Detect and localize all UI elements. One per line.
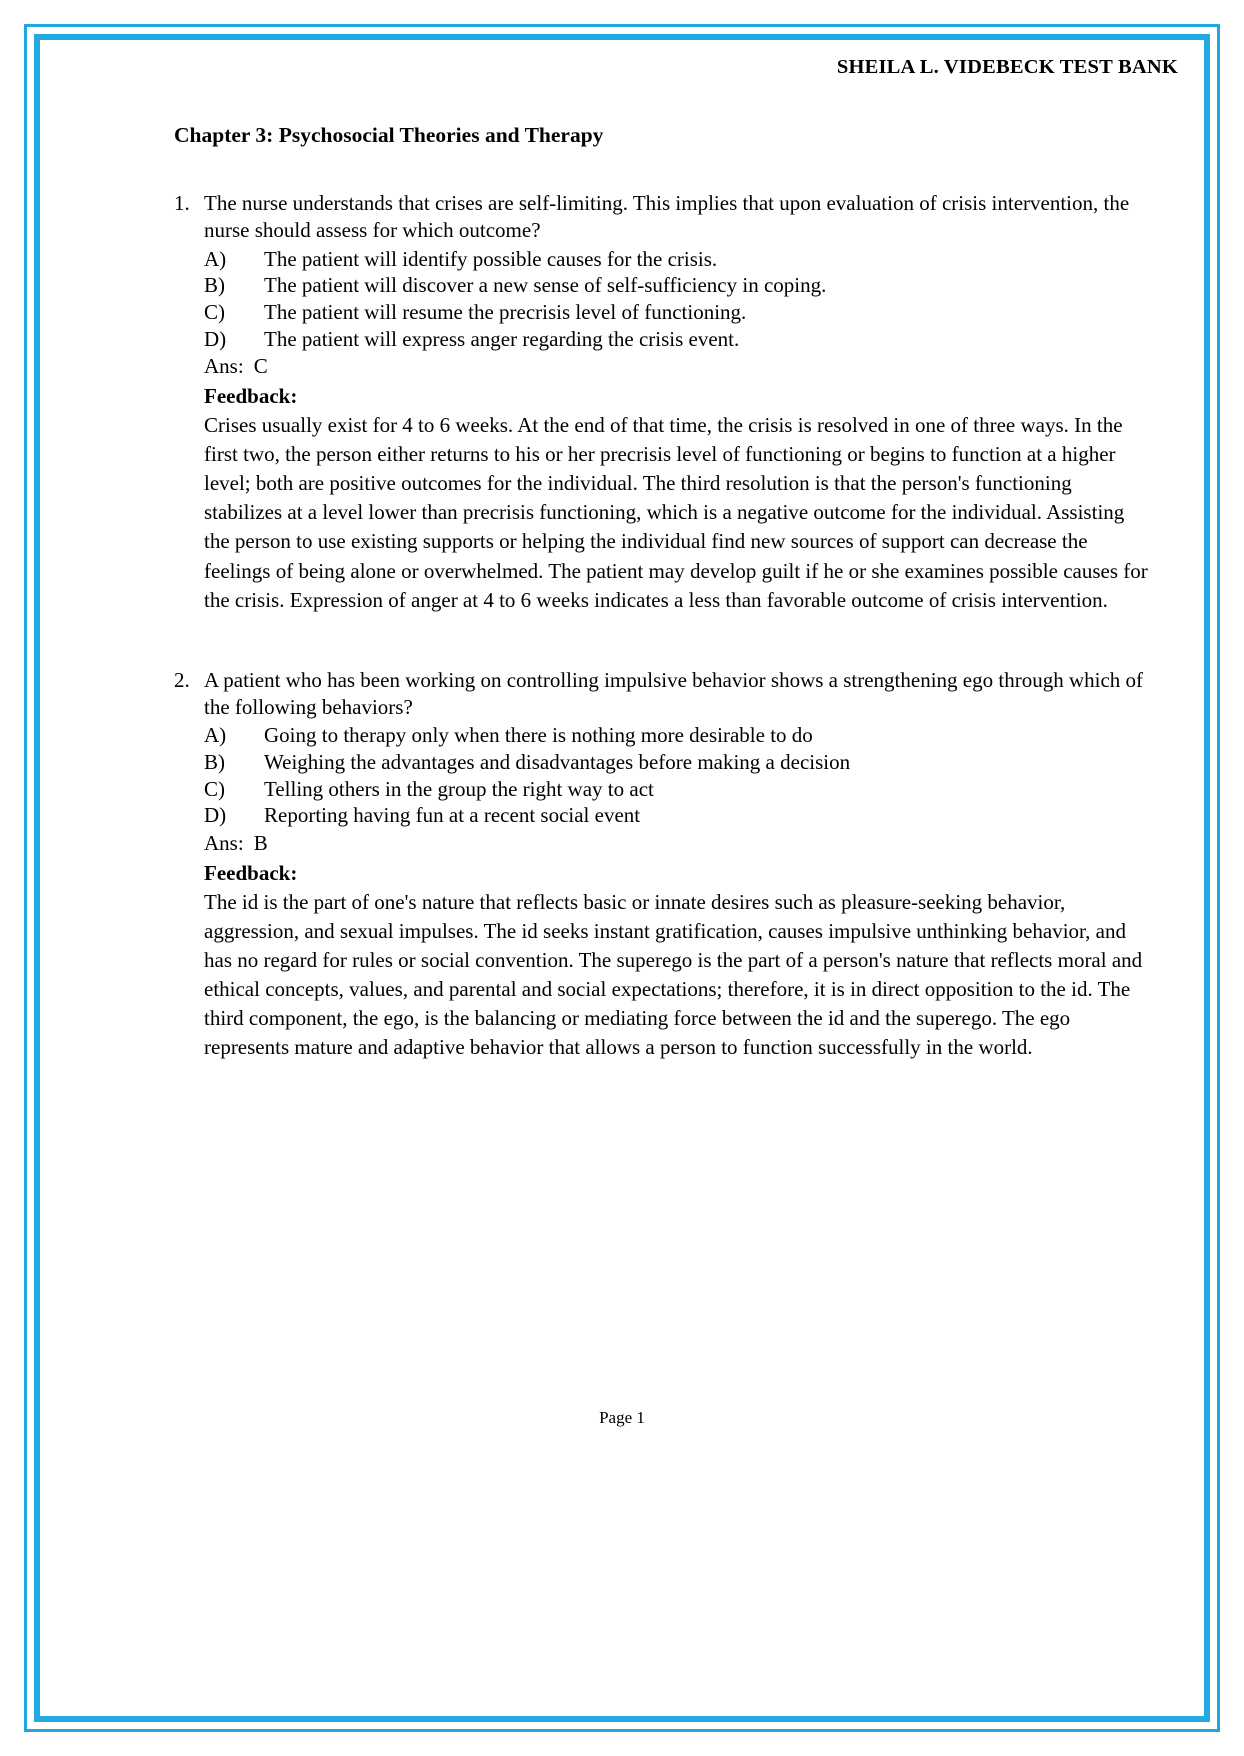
answer-line [174,353,1150,380]
option-letter: D) [204,326,227,351]
question-stem-row [174,190,1150,245]
option-letter: D) [204,803,227,828]
option-text: Telling others in the group the right way to act [264,776,654,801]
option-letter: C) [204,299,225,324]
question-number: 2. [174,667,190,692]
answer-option[interactable] [204,802,1150,829]
option-text: Weighing the advantages and disadvantages before making a decision [264,749,851,774]
option-text: The patient will identify possible causes for the crisis. [264,246,718,271]
option-text: The patient will resume the precrisis level of functioning. [264,299,747,324]
chapter-title: Chapter 3: Psychosocial Theories and Therapy [174,123,604,147]
feedback-heading: Feedback: [204,383,298,408]
answer-options-list [174,246,1150,353]
page-footer: Page 1 [599,1408,645,1427]
answer-prefix: Ans: [204,830,244,855]
answer-value: C [253,354,268,379]
question-text: The nurse understands that crises are self-limiting. This implies that upon evaluation of crisis intervention, the nurse should assess for which outcome? [204,191,1130,243]
feedback-heading: Feedback: [204,860,298,885]
answer-option[interactable] [204,326,1150,353]
answer-option[interactable] [204,299,1150,326]
question-text: A patient who has been working on controlling impulsive behavior shows a strengthening ego through which of the following behaviors? [204,667,1144,720]
answer-option[interactable] [204,749,1150,776]
question-block [174,190,1150,615]
option-text: Going to therapy only when there is nothing more desirable to do [264,723,813,748]
option-text: The patient will discover a new sense of self-sufficiency in coping. [264,273,827,298]
option-text: Reporting having fun at a recent social event [264,803,641,828]
document-header-title: SHEILA L. VIDEBECK TEST BANK [836,56,1178,78]
feedback-text: The id is the part of one's nature that reflects basic or innate desires such as pleasure-seeking behavior, aggression, and sexual impulses. The id seeks instant gratification, causes impulsive unthinking behavior, and has no regard for rules or social convention. The superego is the part of a person's nature that reflects moral and ethical concepts, values, and parental and social expectations; therefore, it is in direct opposition to the id. The third component, the ego, is the balancing or mediating force between the id and the superego. The ego represents mature and adaptive behavior that allows a person to function successfully in the world. [204,889,1143,1060]
answer-option[interactable] [204,246,1150,273]
option-letter: A) [204,246,227,271]
answer-option[interactable] [204,272,1150,299]
page-content [56,50,1188,1700]
feedback-text: Crises usually exist for 4 to 6 weeks. At the end of that time, the crisis is resolved in one of three ways. In the first two, the person either returns to his or her precrisis level of functioning or begins to function at a higher level; both are positive outcomes for the individual. The third resolution is that the person's functioning stabilizes at a level lower than precrisis functioning, which is a negative outcome for the individual. Assisting the person to use existing supports or helping the individual find new sources of support can decrease the feelings of being alone or overwhelmed. The patient may develop guilt if he or she examines possible causes for the crisis. Expression of anger at 4 to 6 weeks indicates a less than favorable outcome of crisis intervention. [204,413,1148,612]
question-stem-row [174,667,1150,722]
option-letter: B) [204,749,225,774]
answer-value: B [253,830,268,855]
document-body [56,123,1188,1062]
answer-prefix: Ans: [204,354,244,379]
option-letter: A) [204,723,227,748]
answer-line [174,830,1150,857]
question-number: 1. [174,191,190,215]
answer-option[interactable] [204,776,1150,803]
option-letter: B) [204,273,225,298]
question-block [174,667,1150,1063]
answer-options-list [174,722,1150,829]
answer-option[interactable] [204,722,1150,749]
option-text: The patient will express anger regarding the crisis event. [264,326,740,351]
option-letter: C) [204,776,225,801]
